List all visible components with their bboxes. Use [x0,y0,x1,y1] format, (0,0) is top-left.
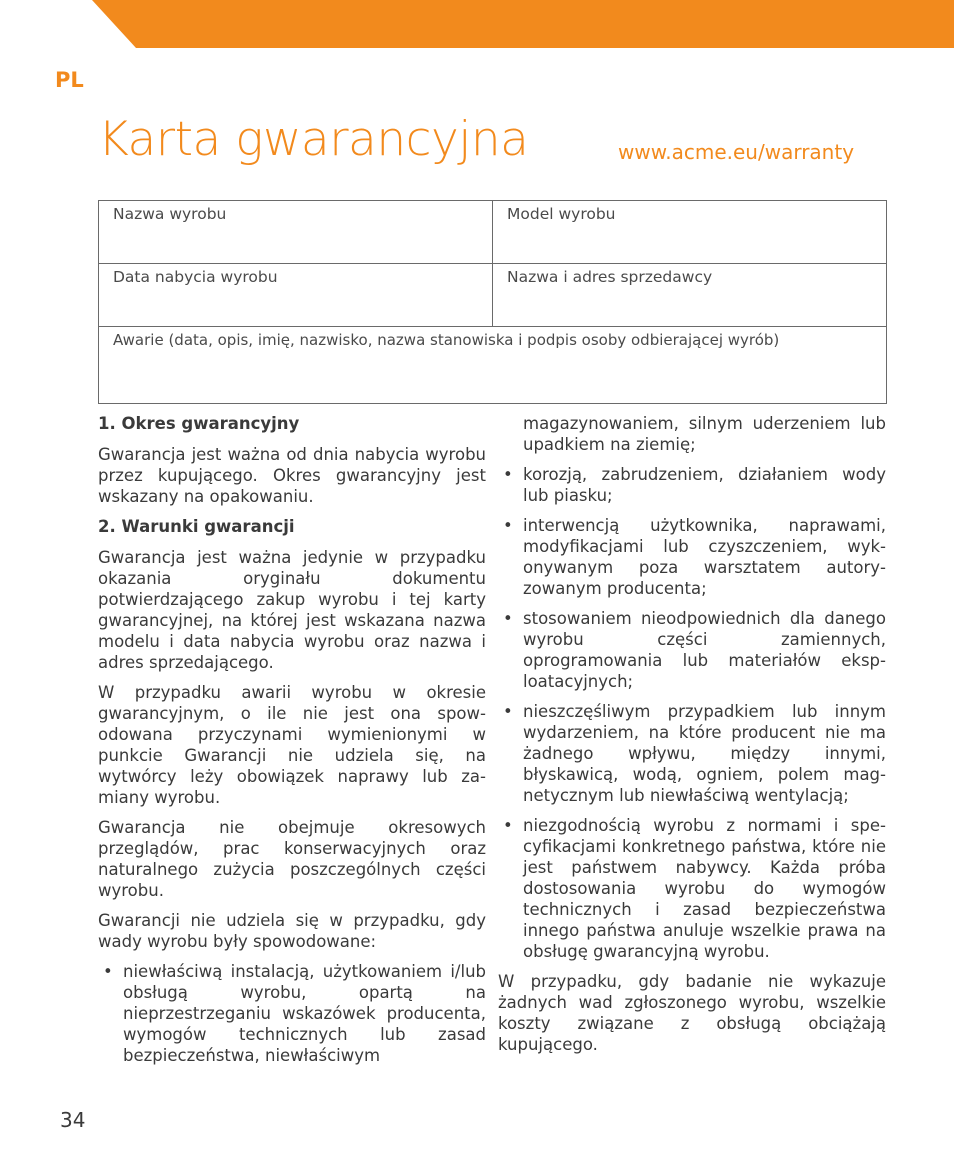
bullet-icon: • [103,962,113,981]
bullet-icon: • [503,702,513,721]
form-cell-failures[interactable] [99,327,887,404]
warranty-form-table [98,200,887,404]
header-orange-band [0,0,954,48]
section-heading-warranty-period: 1. Okres gwarancyjny [98,414,300,433]
list-item-text: magazynowaniem, silnym uderzeniem lub upadkiem na ziemię; [523,414,886,454]
form-label-purchase-date: Data nabycia wyrobu [113,268,278,286]
bullet-icon: • [503,816,513,835]
exclusions-list-continued [498,413,886,962]
form-row-purchase [99,264,887,327]
form-cell-product-name[interactable] [99,201,493,264]
paragraph-closing: W przypadku, gdy badanie nie wykazuje żadnych wad zgłoszonego wyrobu, wszelkie koszty związane z obsługą obciążają kupującego. [498,972,886,1054]
list-item-text: korozją, zabrudzeniem, działaniem wody lub piasku; [523,465,886,505]
paragraph-warranty-period: Gwarancja jest ważna od dnia nabycia wyrobu przez kupującego. Okres gwarancyjny jest wskazany na opakowaniu. [98,445,486,506]
list-item [98,961,486,1066]
list-item [498,701,886,806]
form-cell-purchase-date[interactable] [99,264,493,327]
page-number: 34 [60,1108,86,1132]
form-cell-product-model[interactable] [493,201,887,264]
warranty-url[interactable]: www.acme.eu/warranty [618,140,855,164]
paragraph-conditions-1: Gwarancja jest ważna jedynie w przypadku okazania oryginału dokumentu potwierdzającego zakup wyrobu i tej karty gwarancyjnej, na której jest wskazana nazwa modelu i data nabycia wyrobu oraz nazwa i adres sprzedającego. [98,548,486,672]
bullet-icon: • [503,516,513,535]
paragraph-conditions-3: Gwarancja nie obejmuje okresowych przeglądów, prac konserwacyjnych oraz naturalnego zużycia poszczególnych części wyrobu. [98,818,486,900]
bullet-icon: • [503,465,513,484]
form-label-product-model: Model wyrobu [507,205,616,223]
list-item [498,608,886,692]
list-item-text: niewłaściwą instalacją, użytkowaniem i/lub obsługą wyrobu, opartą na nieprzestrzeganiu wskazówek producenta, wymogów technicznych lub zasad bezpieczeństwa, niewłaściwym [123,962,486,1065]
right-text-column [498,413,886,1064]
list-item-text: stosowaniem nieodpowiednich dla danego wyrobu części zamiennych, oprogramowania lub materiałów eksploatacyjnych; [523,609,886,691]
list-item [498,464,886,506]
form-label-product-name: Nazwa wyrobu [113,205,227,223]
list-item-text: niezgodnością wyrobu z normami i specyfikacjami konkretnego państwa, które nie jest państwem nabywcy. Każda próba dostosowania wyrobu do wymogów technicznych i zasad bezpieczeństwa innego państwa anuluje wszelkie prawa na obsługę gwarancyjną wyrobu. [523,816,886,961]
list-item [498,515,886,599]
paragraph-conditions-4: Gwarancji nie udziela się w przypadku, gdy wady wyrobu były spowodowane: [98,911,486,951]
form-label-failures: Awarie (data, opis, imię, nazwisko, nazwa stanowiska i podpis osoby odbierającej wyrób) [113,331,780,349]
form-row-product [99,201,887,264]
page-title: Karta gwarancyjna [98,112,529,167]
paragraph-conditions-2: W przypadku awarii wyrobu w okresie gwarancyjnym, o ile nie jest ona spowodowana przyczynami wymienionymi w punkcie Gwarancji nie udziela się, na wytwórcy leży obowiązek naprawy lub zamiany wyrobu. [98,683,486,807]
list-item [498,815,886,962]
form-cell-seller[interactable] [493,264,887,327]
list-item-continued [498,413,886,455]
section-heading-warranty-conditions: 2. Warunki gwarancji [98,517,295,536]
bullet-icon: • [503,609,513,628]
orange-band-shape [92,0,954,48]
list-item-text: interwencją użytkownika, naprawami, modyfikacjami lub czyszczeniem, wykonywanym poza warsztatem autoryzowanym producenta; [523,516,886,598]
exclusions-list [98,961,486,1066]
list-item-text: nieszczęśliwym przypadkiem lub innym wydarzeniem, na które producent nie ma żadnego wpływu, między innymi, błyskawicą, wodą, ogniem, polem magnetycznym lub niewłaściwą wentylacją; [523,702,886,805]
form-label-seller: Nazwa i adres sprzedawcy [507,268,713,286]
left-text-column [98,413,486,1075]
language-code: PL [55,68,84,92]
form-row-failures [99,327,887,404]
